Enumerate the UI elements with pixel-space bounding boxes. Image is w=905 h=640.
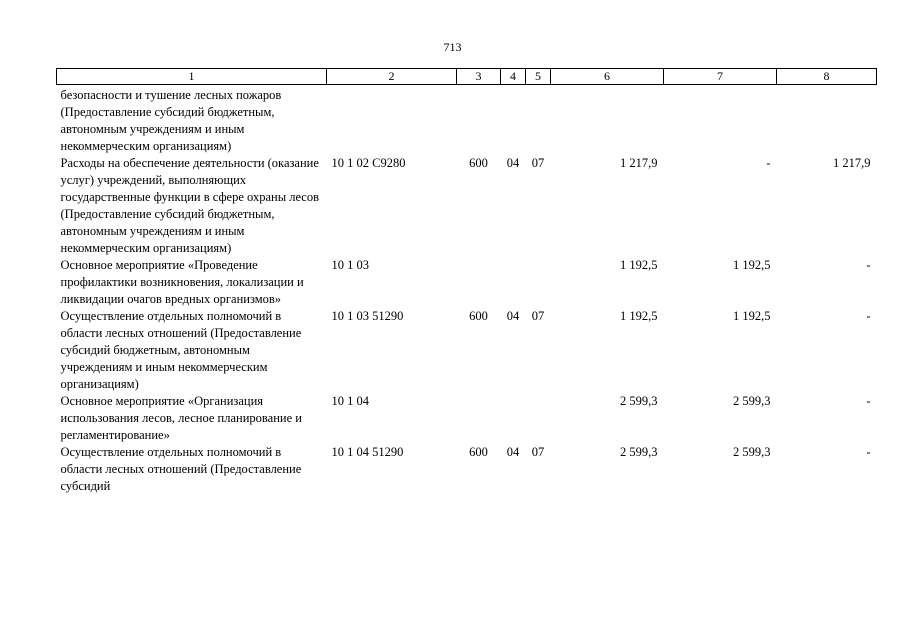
table-row bbox=[57, 308, 877, 393]
column-number-header-row bbox=[57, 69, 877, 85]
row-expense-group bbox=[457, 257, 501, 308]
row-federal-amount: 1 192,5 bbox=[733, 309, 771, 323]
row-regional-amount bbox=[777, 85, 877, 156]
row-expense-group: 600 bbox=[469, 445, 488, 459]
row-name: Основное мероприятие «Проведение профилактики возникновения, локализации и ликвидации очагов вредных организмов» bbox=[60, 258, 304, 306]
row-name: Основное мероприятие «Организация использования лесов, лесное планирование и регламентирование» bbox=[60, 394, 302, 442]
table-row bbox=[57, 257, 877, 308]
row-expense-group: 600 bbox=[469, 309, 488, 323]
row-expense-group bbox=[457, 393, 501, 444]
page-number: 713 bbox=[443, 40, 462, 54]
row-name: безопасности и тушение лесных пожаров (Предоставление субсидий бюджетным, автономным учреждениям и иным некоммерческим организациям) bbox=[60, 88, 282, 153]
row-target-code: 10 1 03 bbox=[331, 258, 369, 272]
row-federal-amount: 2 599,3 bbox=[733, 394, 771, 408]
row-expense-group: 600 bbox=[469, 156, 488, 170]
row-subsection: 07 bbox=[531, 309, 545, 323]
row-regional-amount: - bbox=[866, 394, 871, 408]
row-regional-amount: - bbox=[866, 445, 871, 459]
row-target-code: 10 1 04 bbox=[331, 394, 369, 408]
row-subsection: 07 bbox=[531, 445, 545, 459]
row-target-code: 10 1 03 51290 bbox=[331, 309, 404, 323]
table-row bbox=[57, 155, 877, 257]
column-header-6: 6 bbox=[551, 69, 664, 85]
row-name: Расходы на обеспечение деятельности (оказание услуг) учреждений, выполняющих государственные функции в сфере охраны лесов (Предоставление субсидий бюджетным, автономным учреждениям и иным некоммерческим организациям) bbox=[60, 156, 320, 255]
table-row bbox=[57, 393, 877, 444]
row-total: 2 599,3 bbox=[620, 445, 658, 459]
row-section bbox=[501, 393, 526, 444]
row-section: 04 bbox=[506, 445, 520, 459]
row-name: Осуществление отдельных полномочий в области лесных отношений (Предоставление субсидий бюджетным, автономным учреждениям и иным некоммерческим организациям) bbox=[60, 309, 302, 391]
row-regional-amount: - bbox=[866, 258, 871, 272]
row-subsection bbox=[526, 393, 551, 444]
column-header-5: 5 bbox=[526, 69, 551, 85]
row-subsection bbox=[526, 257, 551, 308]
row-name: Осуществление отдельных полномочий в области лесных отношений (Предоставление субсидий bbox=[60, 445, 302, 493]
row-federal-amount: - bbox=[766, 156, 771, 170]
row-regional-amount: - bbox=[866, 309, 871, 323]
row-total: 2 599,3 bbox=[620, 394, 658, 408]
table-row bbox=[57, 444, 877, 495]
row-federal-amount bbox=[664, 85, 777, 156]
column-header-1: 1 bbox=[57, 69, 327, 85]
table-row bbox=[57, 85, 877, 156]
row-regional-amount: 1 217,9 bbox=[833, 156, 871, 170]
column-header-2: 2 bbox=[327, 69, 457, 85]
row-federal-amount: 2 599,3 bbox=[733, 445, 771, 459]
column-header-3: 3 bbox=[457, 69, 501, 85]
row-target-code: 10 1 04 51290 bbox=[331, 445, 404, 459]
row-total: 1 192,5 bbox=[620, 309, 658, 323]
column-header-4: 4 bbox=[501, 69, 526, 85]
row-section bbox=[501, 85, 526, 156]
column-header-8: 8 bbox=[777, 69, 877, 85]
column-header-7: 7 bbox=[664, 69, 777, 85]
row-target-code: 10 1 02 С9280 bbox=[331, 156, 406, 170]
row-subsection bbox=[526, 85, 551, 156]
row-total: 1 192,5 bbox=[620, 258, 658, 272]
row-target-code bbox=[327, 85, 457, 156]
budget-table bbox=[56, 68, 877, 495]
row-expense-group bbox=[457, 85, 501, 156]
row-subsection: 07 bbox=[531, 156, 545, 170]
row-total: 1 217,9 bbox=[620, 156, 658, 170]
row-section: 04 bbox=[506, 156, 520, 170]
row-section: 04 bbox=[506, 309, 520, 323]
row-section bbox=[501, 257, 526, 308]
row-total bbox=[551, 85, 664, 156]
row-federal-amount: 1 192,5 bbox=[733, 258, 771, 272]
